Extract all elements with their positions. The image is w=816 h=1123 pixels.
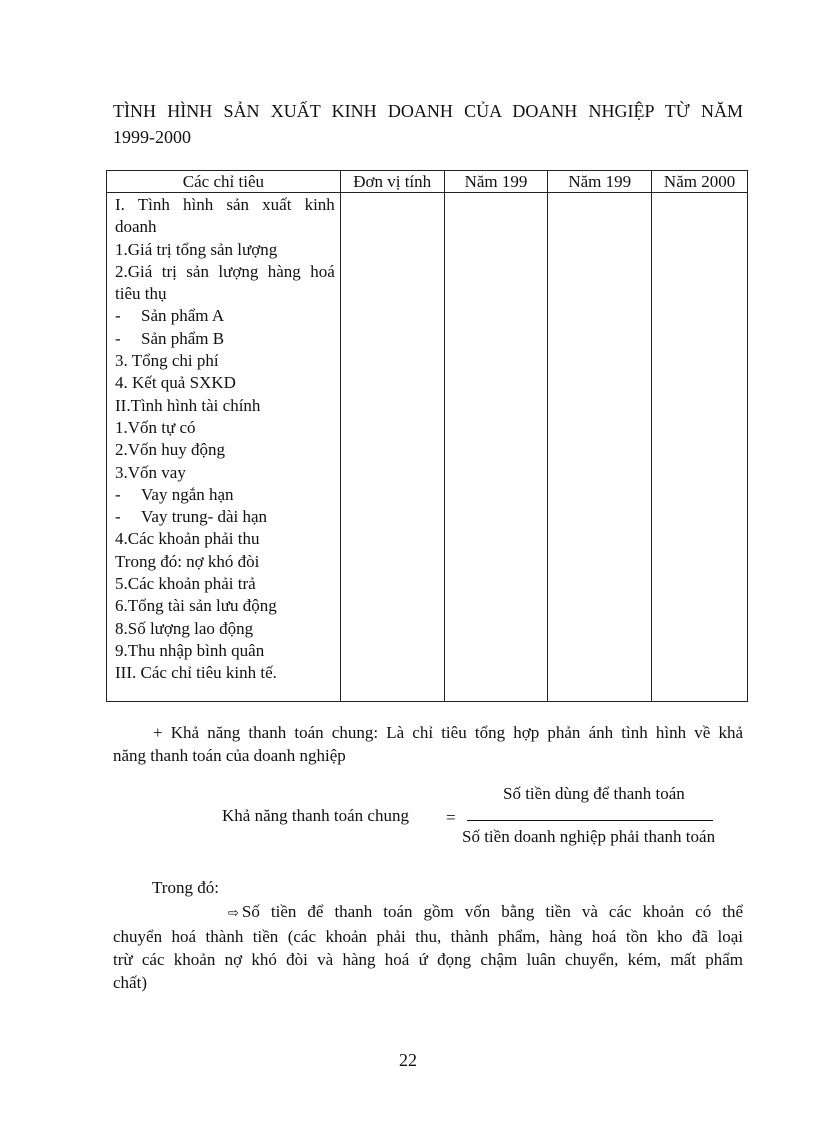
table-header-row [107, 171, 748, 193]
list-item [115, 305, 335, 327]
formula-denominator: Số tiền doanh nghiệp phải thanh toán [462, 827, 716, 846]
list-item-text: Vay trung- dài hạn [141, 507, 268, 527]
list-item: 2.Giá trị sản lượng hàng hoá [115, 261, 335, 281]
list-item: doanh [115, 217, 157, 237]
list-item: 8.Số lượng lao động [115, 618, 254, 638]
list-item [115, 328, 335, 350]
paragraph-line [113, 900, 743, 925]
list-item: tiêu thụ [115, 284, 167, 304]
list-item-text: Sản phẩm A [141, 306, 225, 326]
header-year-2000: Năm 2000 [652, 171, 748, 193]
fraction-bar [467, 820, 713, 821]
header-year-2: Năm 199 [548, 171, 652, 193]
list-item: 2.Vốn huy động [115, 440, 226, 460]
arrow-right-icon: ⇨ [228, 906, 239, 921]
list-item: 4. Kết quả SXKD [115, 373, 236, 393]
dash-bullet: - [115, 328, 121, 348]
list-item: 3.Vốn vay [115, 462, 186, 482]
page-number: 22 [399, 1050, 417, 1070]
paragraph-line: năng thanh toán của doanh nghiệp [113, 746, 346, 765]
list-item: II.Tình hình tài chính [115, 395, 261, 415]
indicators-table [106, 170, 748, 702]
dash-bullet: - [115, 484, 121, 504]
formula-numerator: Số tiền dùng để thanh toán [503, 784, 685, 803]
page-title: TÌNH HÌNH SẢN XUẤT KINH DOANH CỦA DOANH NHGIỆP TỪ NĂM [113, 101, 743, 121]
list-item-text: Sản phẩm B [141, 328, 225, 348]
paragraph-line: chất) [113, 973, 147, 992]
header-indicators: Các chỉ tiêu [107, 171, 341, 193]
list-item: I. Tình hình sản xuất kinh [115, 195, 335, 214]
header-unit: Đơn vị tính [340, 171, 444, 193]
paragraph-liquidity [113, 721, 743, 767]
formula-label: Khả năng thanh toán chung [222, 806, 409, 825]
indicators-cell [107, 193, 341, 702]
dash-bullet: - [115, 306, 121, 326]
note-heading: Trong đó: [152, 878, 219, 897]
list-item: 1.Giá trị tổng sản lượng [115, 239, 278, 259]
list-item: 1.Vốn tự có [115, 417, 196, 437]
list-item [115, 506, 335, 528]
list-item: Trong đó: nợ khó đòi [115, 551, 260, 571]
paragraph-line: trừ các khoản nợ khó đòi và hàng hoá ứ đọng chậm luân chuyển, kém, mất phẩm [113, 950, 743, 969]
year-2000-cell [652, 193, 748, 702]
paragraph-text: Số tiền để thanh toán gồm vốn bằng tiền và các khoản có thể [241, 902, 743, 921]
year-2-cell [548, 193, 652, 702]
formula-equals: = [446, 808, 456, 827]
list-item [115, 484, 335, 506]
year-1-cell [444, 193, 548, 702]
list-item: 4.Các khoản phải thu [115, 529, 260, 549]
unit-cell [340, 193, 444, 702]
list-item: III. Các chỉ tiêu kinh tế. [115, 663, 277, 683]
page-title-years: 1999-2000 [113, 127, 191, 147]
paragraph-line: + Khả năng thanh toán chung: Là chỉ tiêu tổng hợp phản ánh tình hình về khả [153, 723, 743, 742]
paragraph-explanation [113, 900, 743, 994]
header-year-1: Năm 199 [444, 171, 548, 193]
list-item: 6.Tổng tài sản lưu động [115, 596, 277, 616]
list-item: 3. Tổng chi phí [115, 351, 219, 371]
list-item: 9.Thu nhập bình quân [115, 640, 265, 660]
paragraph-line: chuyển hoá thành tiền (các khoản phải thu, thành phẩm, hàng hoá tồn kho đã loại [113, 927, 743, 946]
table-row [107, 193, 748, 702]
list-item-text: Vay ngắn hạn [141, 484, 234, 504]
list-item: 5.Các khoản phải trả [115, 574, 256, 594]
dash-bullet: - [115, 507, 121, 527]
